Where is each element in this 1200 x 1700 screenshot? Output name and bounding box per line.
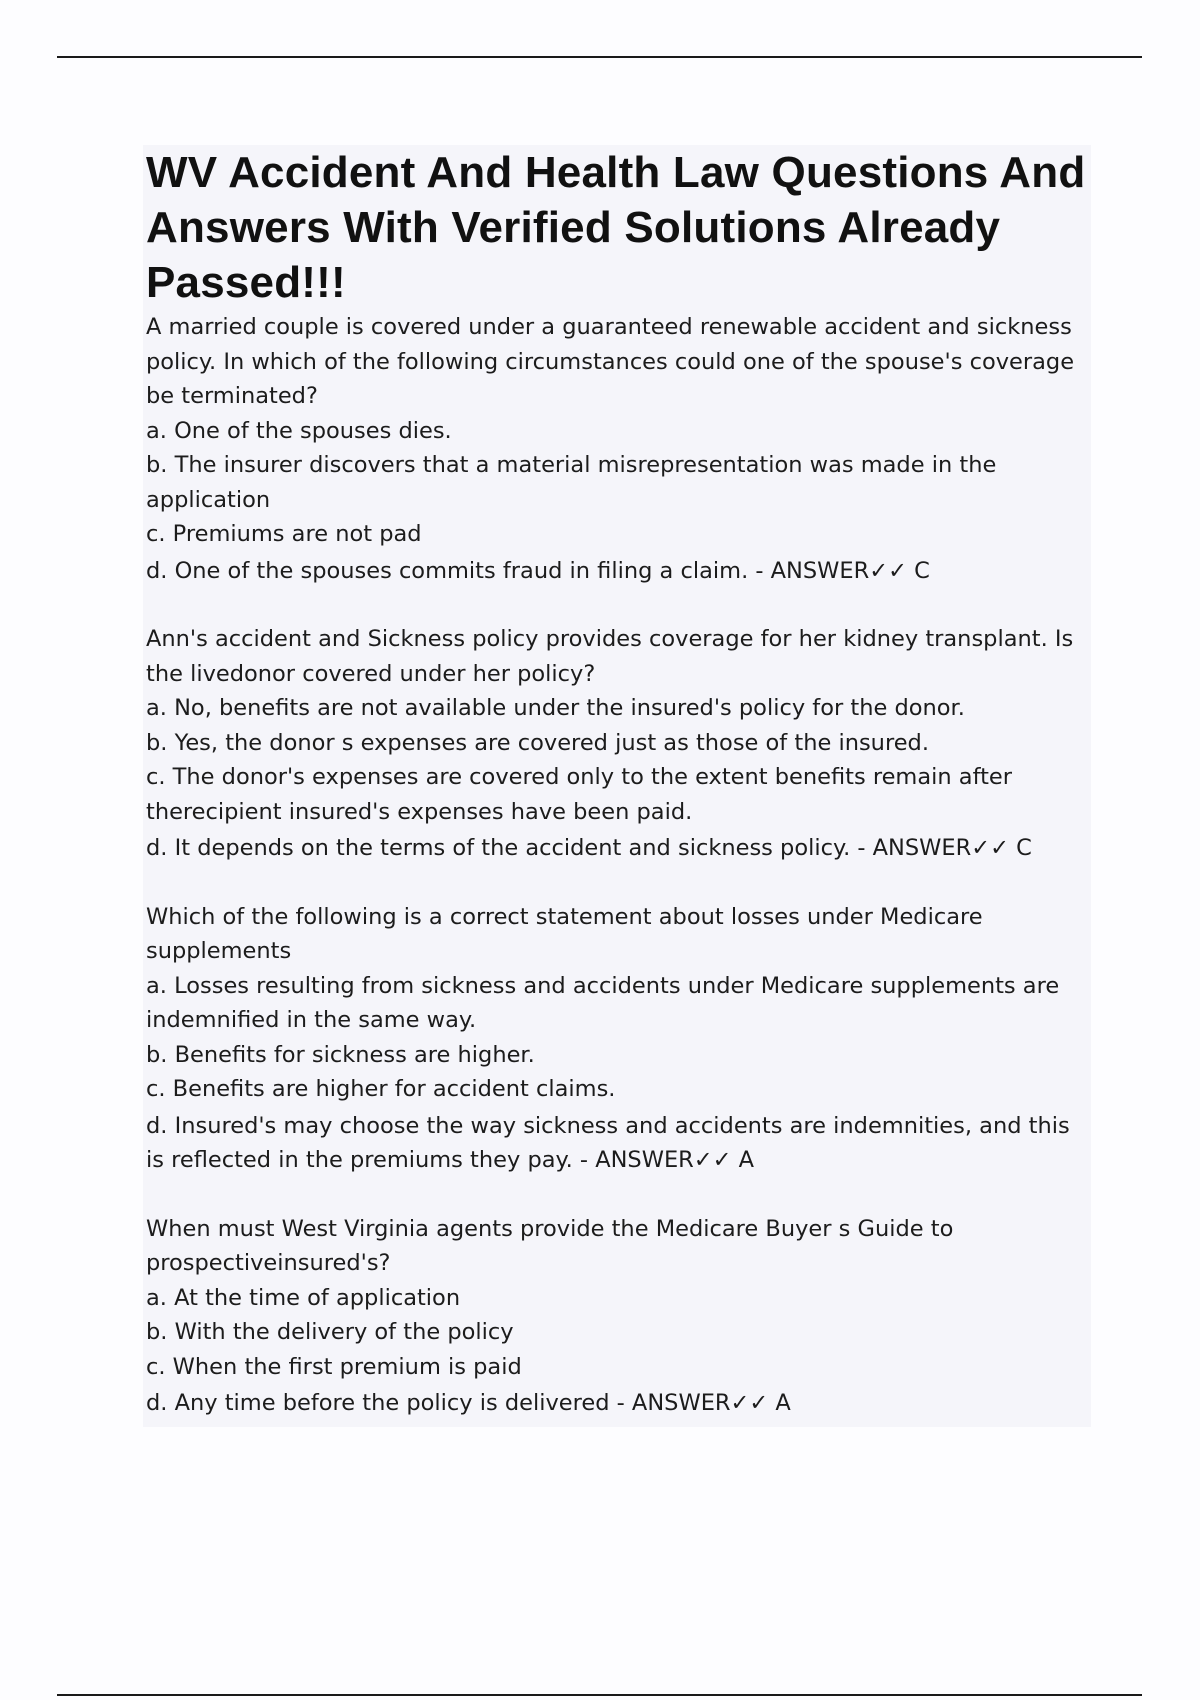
option-a: a. No, benefits are not available under the insured's policy for the donor. [146, 695, 965, 721]
question-text: When must West Virginia agents provide the Medicare Buyer s Guide to prospectiveinsured's? [146, 1215, 954, 1276]
question-block-3 [143, 900, 1091, 1178]
option-c: c. When the first premium is paid [146, 1353, 522, 1380]
option-d-with-answer: d. One of the spouses commits fraud in filing a claim. - ANSWER✓✓ C [146, 557, 930, 584]
top-divider [57, 56, 1142, 58]
option-b: b. With the delivery of the policy [146, 1319, 514, 1345]
option-b: b. The insurer discovers that a material misrepresentation was made in the application [146, 452, 997, 513]
question-text: A married couple is covered under a guaranteed renewable accident and sickness policy. In which of the following circumstances could one of the spouse's coverage be terminated? [146, 314, 1075, 409]
question-block-1 [143, 310, 1091, 588]
option-c: c. The donor's expenses are covered only to the extent benefits remain after therecipient insured's expenses have been paid. [146, 764, 1013, 825]
question-block-4 [143, 1212, 1091, 1421]
option-d-with-answer: d. Any time before the policy is delivered - ANSWER✓✓ A [146, 1390, 791, 1416]
question-block-2 [143, 622, 1091, 866]
document-title: WV Accident And Health Law Questions And Answers With Verified Solutions Already Passed!!! [146, 148, 1086, 307]
option-a: a. Losses resulting from sickness and accidents under Medicare supplements are indemnified in the same way. [146, 972, 1060, 1033]
option-d-with-answer: d. It depends on the terms of the accident and sickness policy. - ANSWER✓✓ C [146, 835, 1032, 861]
option-a: a. One of the spouses dies. [146, 417, 452, 444]
option-d-with-answer: d. Insured's may choose the way sickness and accidents are indemnities, and this is reflected in the premiums they pay. - ANSWER✓✓ A [146, 1112, 1070, 1173]
option-a: a. At the time of application [146, 1284, 461, 1311]
document-body [143, 145, 1091, 1427]
option-c: c. Premiums are not pad [146, 521, 422, 547]
question-text: Which of the following is a correct statement about losses under Medicare supplements [146, 903, 983, 964]
option-b: b. Benefits for sickness are higher. [146, 1041, 535, 1068]
option-c: c. Benefits are higher for accident claims. [146, 1076, 616, 1102]
question-text: Ann's accident and Sickness policy provides coverage for her kidney transplant. Is the livedonor covered under her policy? [146, 626, 1074, 687]
bottom-divider [57, 1694, 1142, 1696]
option-b: b. Yes, the donor s expenses are covered just as those of the insured. [146, 729, 929, 756]
